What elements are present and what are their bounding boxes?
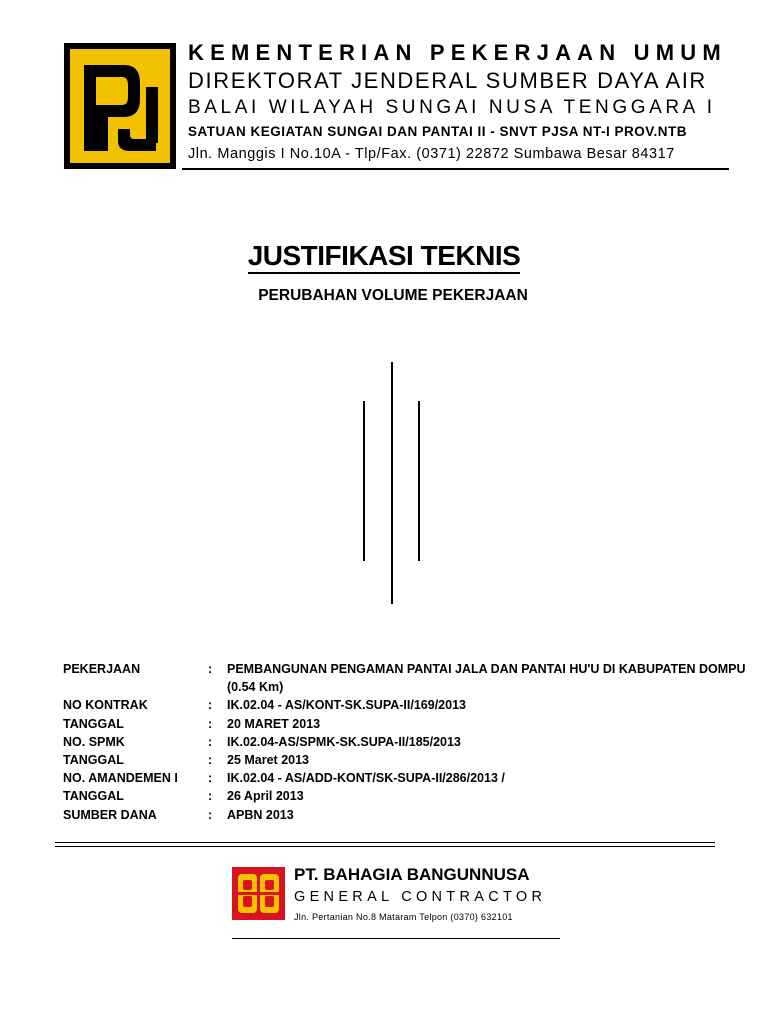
header-divider: [182, 168, 729, 170]
footer-divider-top: [55, 842, 715, 843]
header-directorate: DIREKTORAT JENDERAL SUMBER DAYA AIR: [188, 68, 707, 93]
info-value: APBN 2013: [227, 807, 294, 822]
info-separator: :: [208, 771, 213, 786]
info-value: IK.02.04 - AS/ADD-KONT/SK-SUPA-II/286/2013 /: [227, 771, 505, 786]
info-separator: :: [208, 698, 213, 713]
company-tagline: GENERAL CONTRACTOR: [294, 889, 547, 905]
info-label: NO. AMANDEMEN I: [63, 771, 178, 786]
info-label: TANGGAL: [63, 716, 124, 731]
header-address: Jln. Manggis I No.10A - Tlp/Fax. (0371) 22872 Sumbawa Besar 84317: [188, 146, 675, 162]
footer-divider-bottom: [55, 846, 715, 847]
header-ministry: KEMENTERIAN PEKERJAAN UMUM: [188, 40, 727, 65]
pu-logo: [64, 43, 176, 169]
company-divider: [232, 938, 560, 939]
info-separator: :: [208, 716, 213, 731]
info-label: TANGGAL: [63, 789, 124, 804]
decor-line-left: [363, 401, 365, 561]
info-label: NO. SPMK: [63, 734, 125, 749]
info-value: 25 Maret 2013: [227, 752, 310, 767]
info-value: IK.02.04 - AS/KONT-SK.SUPA-II/169/2013: [227, 698, 466, 713]
info-label: TANGGAL: [63, 752, 124, 767]
info-value: 26 April 2013: [227, 789, 304, 804]
header-unit: SATUAN KEGIATAN SUNGAI DAN PANTAI II - SNVT PJSA NT-I PROV.NTB: [188, 124, 688, 139]
info-separator: :: [208, 807, 213, 822]
info-separator: :: [208, 752, 213, 767]
document-title-wrap: [0, 240, 768, 274]
info-value: 20 MARET 2013: [227, 716, 321, 731]
info-separator: :: [208, 662, 213, 676]
info-value: IK.02.04-AS/SPMK-SK.SUPA-II/185/2013: [227, 734, 461, 749]
info-label: SUMBER DANA: [63, 807, 157, 822]
info-label: PEKERJAAN: [63, 662, 141, 676]
info-separator: :: [208, 734, 213, 749]
decor-line-center: [391, 362, 393, 604]
info-value: PEMBANGUNAN PENGAMAN PANTAI JALA DAN PANTAI HU'U DI KABUPATEN DOMPU (0.54 Km): [227, 662, 746, 695]
info-label: NO KONTRAK: [63, 698, 148, 713]
info-separator: :: [208, 789, 213, 804]
header-balai: BALAI WILAYAH SUNGAI NUSA TENGGARA I: [188, 97, 716, 118]
decor-line-right: [418, 401, 420, 561]
company-name: PT. BAHAGIA BANGUNNUSA: [294, 865, 530, 884]
company-address: Jln. Pertanian No.8 Mataram Telpon (0370) 632101: [294, 912, 513, 922]
bb-logo: [232, 867, 285, 920]
document-subtitle: PERUBAHAN VOLUME PEKERJAAN: [258, 287, 528, 304]
document-title: JUSTIFIKASI TEKNIS: [248, 240, 521, 274]
